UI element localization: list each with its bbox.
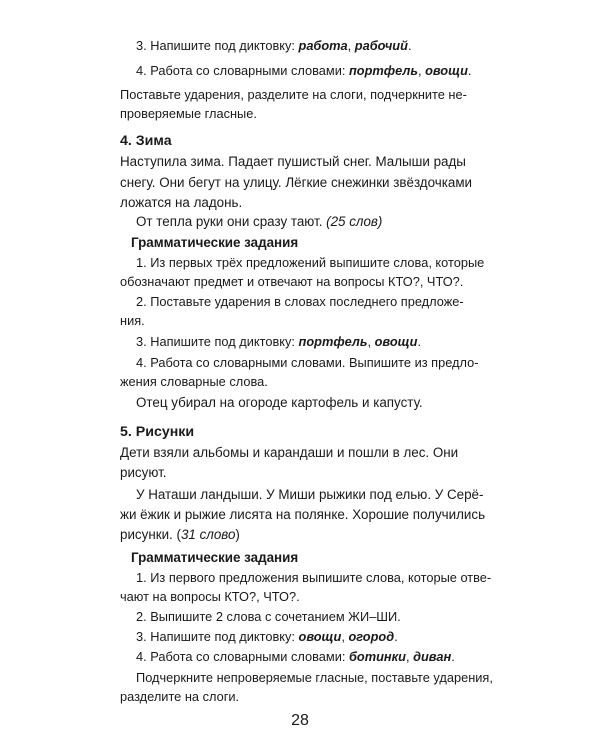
- s5-text-line-1: Дети взяли альбомы и карандаши и пошли в лес. Они: [120, 445, 459, 460]
- s5-text-line-3: У Наташи ландыши. У Миши рыжики под елью. У Серё-: [136, 487, 484, 502]
- dictation-word: овощи: [298, 629, 342, 644]
- s5-task-3: [136, 627, 398, 647]
- dictation-word: огород: [348, 629, 395, 644]
- period: .: [467, 63, 472, 78]
- page-number: 28: [291, 712, 309, 729]
- s4-task-4-line-1: 4. Работа со словарными словами. Выпишите из предло-: [136, 355, 479, 370]
- s4-task-1-line-2: обозначают предмет и отвечают на вопросы КТО?, ЧТО?.: [120, 274, 464, 289]
- vocab-word: портфель: [348, 63, 418, 78]
- s4-text-line-4: [136, 212, 382, 232]
- s3-note-line-1: Поставьте ударения, разделите на слоги, подчеркните не-: [120, 87, 467, 102]
- s4-text-line-2: снегу. Они бегут на улицу. Лёгкие снежинки звёздочками: [120, 175, 473, 190]
- word-count: 31 слово: [180, 527, 236, 542]
- s5-task-4: [136, 647, 455, 667]
- s4-task-1-line-1: 1. Из первых трёх предложений выпишите слова, которые: [136, 255, 485, 270]
- separator: ,: [367, 334, 375, 349]
- s5-note-line-2: разделите на слоги.: [120, 689, 240, 704]
- period: .: [394, 629, 398, 644]
- period: .: [407, 38, 412, 53]
- s4-task-3: [136, 332, 421, 352]
- vocab-word: диван: [413, 649, 452, 664]
- s5-note-line-1: Подчеркните непроверяемые гласные, поставьте ударения,: [136, 670, 493, 685]
- separator: ,: [417, 63, 426, 78]
- s3-task-4: [136, 61, 471, 81]
- s4-tasks-heading: Грамматические задания: [131, 235, 299, 250]
- vocab-word: ботинки: [348, 649, 406, 664]
- dictation-word: портфель: [298, 334, 368, 349]
- separator: ,: [347, 38, 355, 53]
- s5-text-line-4: жи ёжик и рыжие лисята на полянке. Хорошие получились: [120, 507, 486, 522]
- s3-task-3: [136, 36, 412, 56]
- s5-task-1-line-2: чают на вопросы КТО?, ЧТО?.: [120, 589, 300, 604]
- task-text: 4. Работа со словарными словами:: [136, 649, 349, 664]
- s4-sentence: Отец убирал на огороде картофель и капусту.: [136, 395, 423, 410]
- paren: ): [235, 527, 240, 542]
- s5-text-line-5: [120, 525, 240, 545]
- period: .: [451, 649, 455, 664]
- s4-task-2-line-2: ния.: [120, 313, 145, 328]
- separator: ,: [341, 629, 349, 644]
- s5-text-line-2: рисуют.: [120, 465, 167, 480]
- dictation-word: рабочий: [354, 38, 408, 53]
- task-text: 3. Напишите под диктовку:: [136, 334, 299, 349]
- vocab-word: овощи: [425, 63, 468, 78]
- dictation-word: овощи: [374, 334, 418, 349]
- separator: ,: [405, 649, 414, 664]
- text: От тепла руки они сразу тают.: [136, 214, 327, 229]
- task-text: 3. Напишите под диктовку:: [136, 629, 299, 644]
- word-count: (25 слов): [326, 214, 383, 229]
- s4-task-2-line-1: 2. Поставьте ударения в словах последнего предложе-: [136, 294, 464, 309]
- period: .: [417, 334, 421, 349]
- s5-task-2: 2. Выпишите 2 слова с сочетанием ЖИ–ШИ.: [136, 609, 401, 624]
- dictation-word: работа: [298, 38, 348, 53]
- section-5-title: 5. Рисунки: [120, 424, 195, 440]
- paren: (: [176, 527, 181, 542]
- text: рисунки.: [120, 527, 177, 542]
- s4-text-line-1: Наступила зима. Падает пушистый снег. Малыши рады: [120, 154, 466, 169]
- s4-task-4-line-2: жения словарные слова.: [120, 374, 268, 389]
- section-4-title: 4. Зима: [120, 133, 172, 149]
- s5-tasks-heading: Грамматические задания: [131, 550, 299, 565]
- task-text: 4. Работа со словарными словами:: [136, 63, 349, 78]
- s4-text-line-3: ложатся на ладонь.: [120, 195, 243, 210]
- s3-note-line-2: проверяемые гласные.: [120, 106, 257, 121]
- s5-task-1-line-1: 1. Из первого предложения выпишите слова, которые отве-: [136, 570, 492, 585]
- task-text: 3. Напишите под диктовку:: [136, 38, 299, 53]
